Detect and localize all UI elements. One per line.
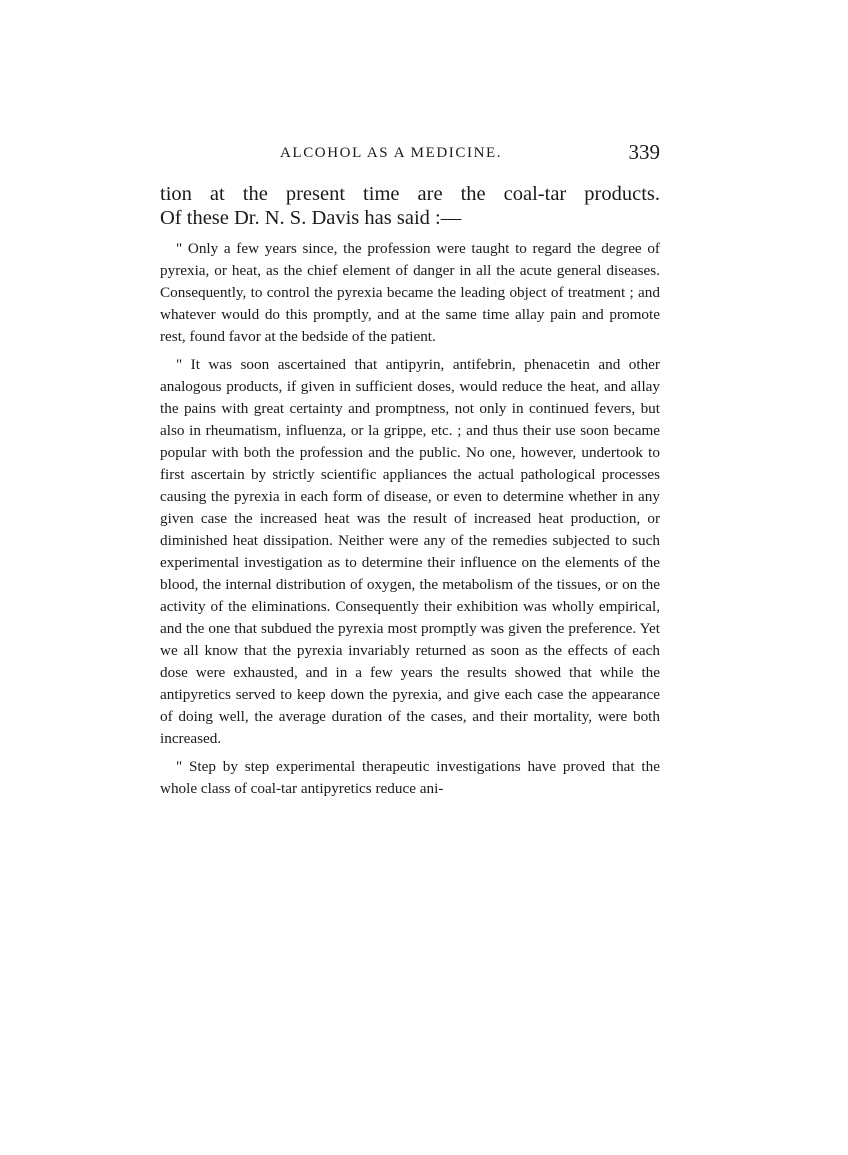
quotation [160, 238, 660, 800]
book-page [160, 140, 660, 806]
quote-paragraph-3: " Step by step experimental therapeutic investigations have proved that the whole class of coal-tar antipyretics reduce ani- [160, 758, 660, 797]
page-number: 339 [628, 140, 660, 164]
lead-text [160, 182, 660, 230]
running-head [160, 140, 660, 170]
lead-line-2: Of these Dr. N. S. Davis has said :— [160, 207, 462, 229]
quote-paragraph-2: " It was soon ascertained that antipyrin, antifebrin, phenacetin and other analogous products, if given in sufficient doses, would reduce the heat, and allay the pains with great certainty and promptness, not only in continued fevers, but also in rheumatism, influenza, or la grippe, etc. ; and thus their use soon became popular with both the profession and the public. No one, however, undertook to first ascertain by strictly scientific appliances the actual pathological processes causing the pyrexia in each form of disease, or even to determine whether in any given case the increased heat was the result of increased heat production, or diminished heat dissipation. Neither were any of the remedies subjected to such experimental investigation as to determine their influence on the elements of the blood, the internal distribution of oxygen, the metabolism of the tissues, or on the activity of the eliminations. Consequently their exhibition was wholly empirical, and the one that subdued the pyrexia most promptly was given the preference. Yet we all know that the pyrexia invariably returned as soon as the effects of each dose were exhausted, and in a few years the results showed that while the antipyretics served to keep down the pyrexia, and give each case the appearance of doing well, the average duration of the cases, and their mortality, were both increased. [160, 356, 660, 747]
running-title: ALCOHOL AS A MEDICINE. [280, 145, 503, 161]
lead-line-1: tion at the present time are the coal-tar products. [160, 183, 660, 205]
quote-paragraph-1: " Only a few years since, the profession were taught to regard the degree of pyrexia, or heat, as the chief element of danger in all the acute general diseases. Consequently, to control the pyrexia became the leading object of treatment ; and whatever would do this promptly, and at the same time allay pain and promote rest, found favor at the bedside of the patient. [160, 240, 660, 345]
